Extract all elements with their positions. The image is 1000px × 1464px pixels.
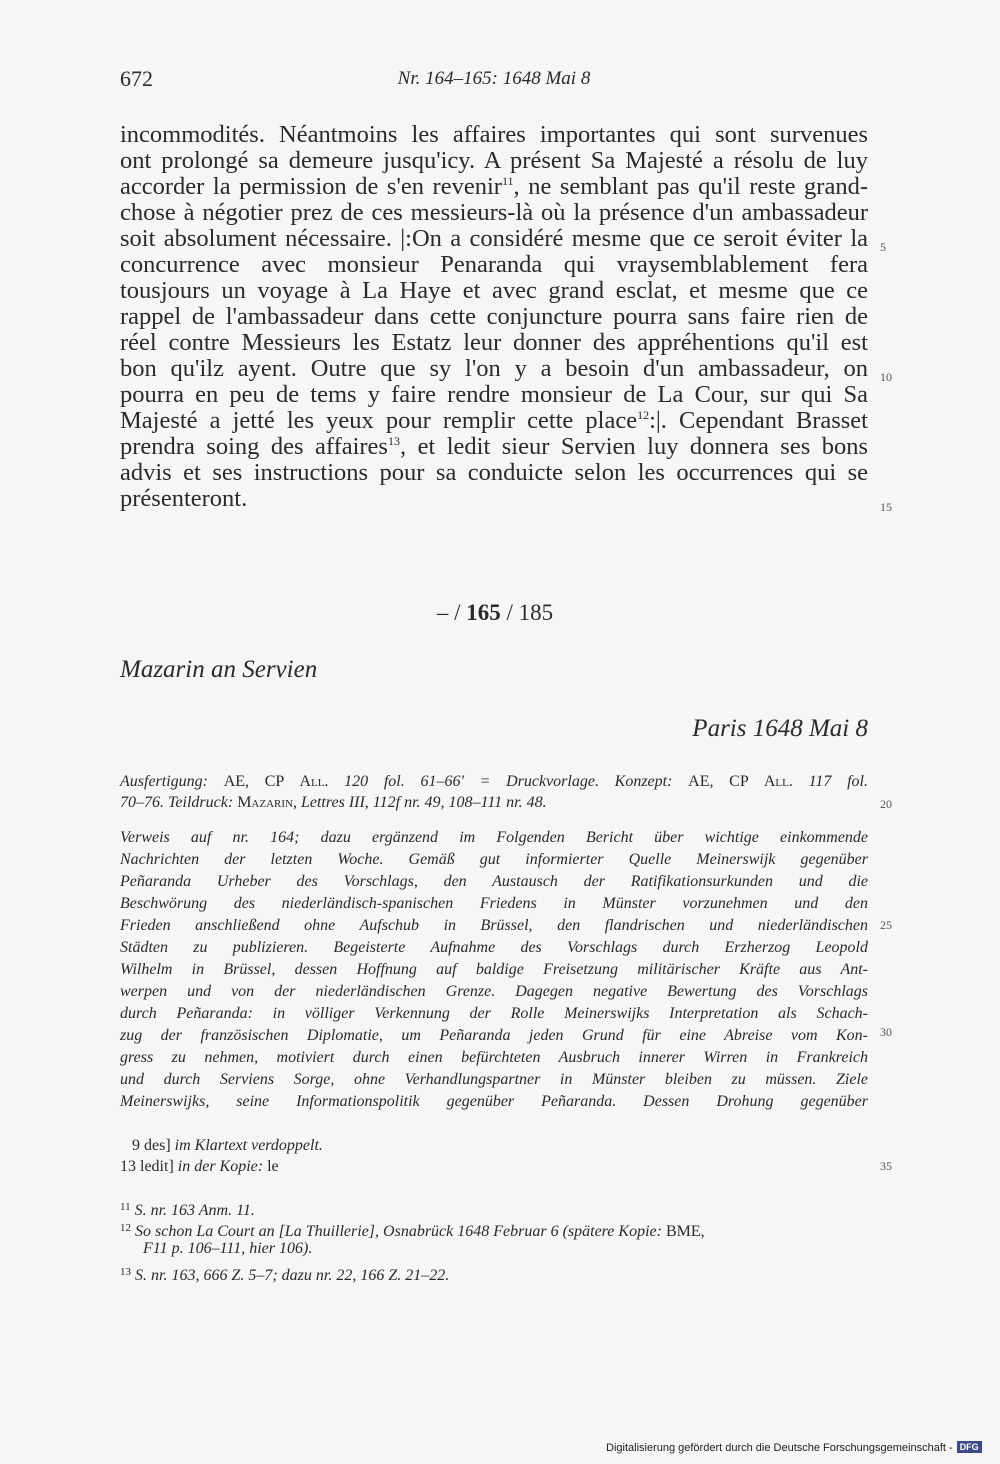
body-line: ont prolongé sa demeure jusqu'icy. A présent Sa Majesté a résolu de luy xyxy=(120,147,868,174)
document-number: – / 165 / 185 xyxy=(436,600,554,625)
summary-line: werpen und von der niederländischen Grenze. Dagegen negative Bewertung des Vorschlags xyxy=(120,983,868,1000)
body-line: accorder la permission de s'en revenir$^{11}$, ne semblant pas qu'il reste grand- xyxy=(120,173,868,200)
page-number: 672 xyxy=(120,66,153,91)
summary-line: Frieden anschließend ohne Aufschub in Brüssel, den flandrischen und niederländischen xyxy=(120,917,868,934)
summary-line: zug der französischen Diplomatie, um Peñaranda jeden Grund für eine Abreise vom Kon- xyxy=(120,1027,868,1044)
running-head: Nr. 164–165: 1648 Mai 8 xyxy=(397,68,591,89)
footnote-ref[interactable]: 12 xyxy=(637,408,650,422)
line-number: 30 xyxy=(880,1025,892,1039)
line-number: 10 xyxy=(880,370,892,384)
line-number: 35 xyxy=(880,1159,892,1173)
summary-line: durch Peñaranda: in völliger Verkennung der Rolle Meinerswijks Interpretation als Schach- xyxy=(120,1005,868,1022)
footnote: $^{12}$ So schon La Court an [La Thuillerie], Osnabrück 1648 Februar 6 (spätere Kopie: BME, xyxy=(120,1222,705,1240)
body-line: advis et ses instructions pour sa conduicte selon les occurrences qui se xyxy=(120,459,868,486)
apparatus-entry: 13 ledit] in der Kopie: le xyxy=(120,1158,279,1175)
body-line: tousjours un voyage à La Haye et avec grand esclat, et mesme que ce xyxy=(120,277,868,304)
document-place-date: Paris 1648 Mai 8 xyxy=(692,715,868,742)
line-number: 5 xyxy=(880,240,886,254)
summary-line: Verweis auf nr. 164; dazu ergänzend im Folgenden Bericht über wichtige einkommende xyxy=(120,829,868,846)
footnote-continuation: F11 p. 106–111, hier 106). xyxy=(143,1240,313,1257)
body-line: Majesté a jetté les yeux pour remplir cette place$^{12}$:|. Cependant Brasset xyxy=(120,407,868,434)
body-line: concurrence avec monsieur Penaranda qui vraysemblablement fera xyxy=(120,251,868,278)
summary-line: Peñaranda Urheber des Vorschlags, den Austausch der Ratifikationsurkunden und die xyxy=(120,873,868,890)
summary-line: Meinerswijks, seine Informationspolitik gegenüber Peñaranda. Dessen Drohung gegenüber xyxy=(120,1093,868,1110)
summary-line: gress zu nehmen, motiviert durch einen befürchteten Ausbruch innerer Wirren in Frankreich xyxy=(120,1049,868,1066)
body-line: rappel de l'ambassadeur dans cette conjuncture pourra sans faire rien de xyxy=(120,303,868,330)
body-line: présenteront. xyxy=(120,485,248,512)
body-line: pourra en peu de tems y faire rendre monsieur de La Cour, sur qui Sa xyxy=(120,381,868,408)
footnote: $^{13}$ S. nr. 163, 666 Z. 5–7; dazu nr. 22, 166 Z. 21–22. xyxy=(120,1266,450,1284)
body-line: chose à négotier prez de ces messieurs-là où la présence d'un ambassadeur xyxy=(120,199,868,226)
dfg-logo: DFG xyxy=(957,1441,982,1453)
body-line: soit absolument nécessaire. |:On a considéré mesme que ce seroit éviter la xyxy=(120,225,868,252)
line-number: 25 xyxy=(880,918,892,932)
summary-line: Wilhelm in Brüssel, dessen Hoffnung auf baldige Freisetzung militärischer Kräfte aus Ant- xyxy=(120,961,868,978)
footnote-ref[interactable]: 13 xyxy=(387,434,400,448)
summary-line: und durch Serviens Sorge, ohne Verhandlungspartner in Münster bleiben zu müssen. Ziele xyxy=(120,1071,868,1088)
body-line: incommodités. Néantmoins les affaires importantes qui sont survenues xyxy=(120,121,868,148)
dfg-credit: Digitalisierung gefördert durch die Deutsche Forschungsgemeinschaft - DFG xyxy=(606,1441,982,1454)
source-line: 70–76. Teildruck: Mazarin, Lettres III, 112f nr. 49, 108–111 nr. 48. xyxy=(120,794,547,811)
summary-line: Beschwörung des niederländisch-spanischen Friedens in Münster vorzunehmen und den xyxy=(120,895,868,912)
summary-line: Städten zu publizieren. Begeisterte Aufnahme des Vorschlags durch Erzherzog Leopold xyxy=(120,939,868,956)
body-line: réel contre Messieurs les Estatz leur donner des appréhentions qu'il est xyxy=(120,329,868,356)
line-number: 15 xyxy=(880,500,892,514)
source-line: Ausfertigung: AE, CP All. 120 fol. 61–66' = Druckvorlage. Konzept: AE, CP All. 117 fol. xyxy=(120,773,868,790)
document-title: Mazarin an Servien xyxy=(120,656,318,683)
summary-line: Nachrichten der letzten Woche. Gemäß gut informierter Quelle Meinerswijk gegenüber xyxy=(120,851,868,868)
page-header xyxy=(120,66,868,96)
line-number: 20 xyxy=(880,797,892,811)
body-line: prendra soing des affaires$^{13}$, et ledit sieur Servien luy donnera ses bons xyxy=(120,433,868,460)
footnote: $^{11}$ S. nr. 163 Anm. 11. xyxy=(120,1201,255,1219)
apparatus-entry: 9 des] im Klartext verdoppelt. xyxy=(132,1137,323,1154)
body-line: bon qu'ilz ayent. Outre que sy l'on y a besoin d'un ambassadeur, on xyxy=(120,355,868,382)
footnote-ref[interactable]: 11 xyxy=(501,174,514,188)
